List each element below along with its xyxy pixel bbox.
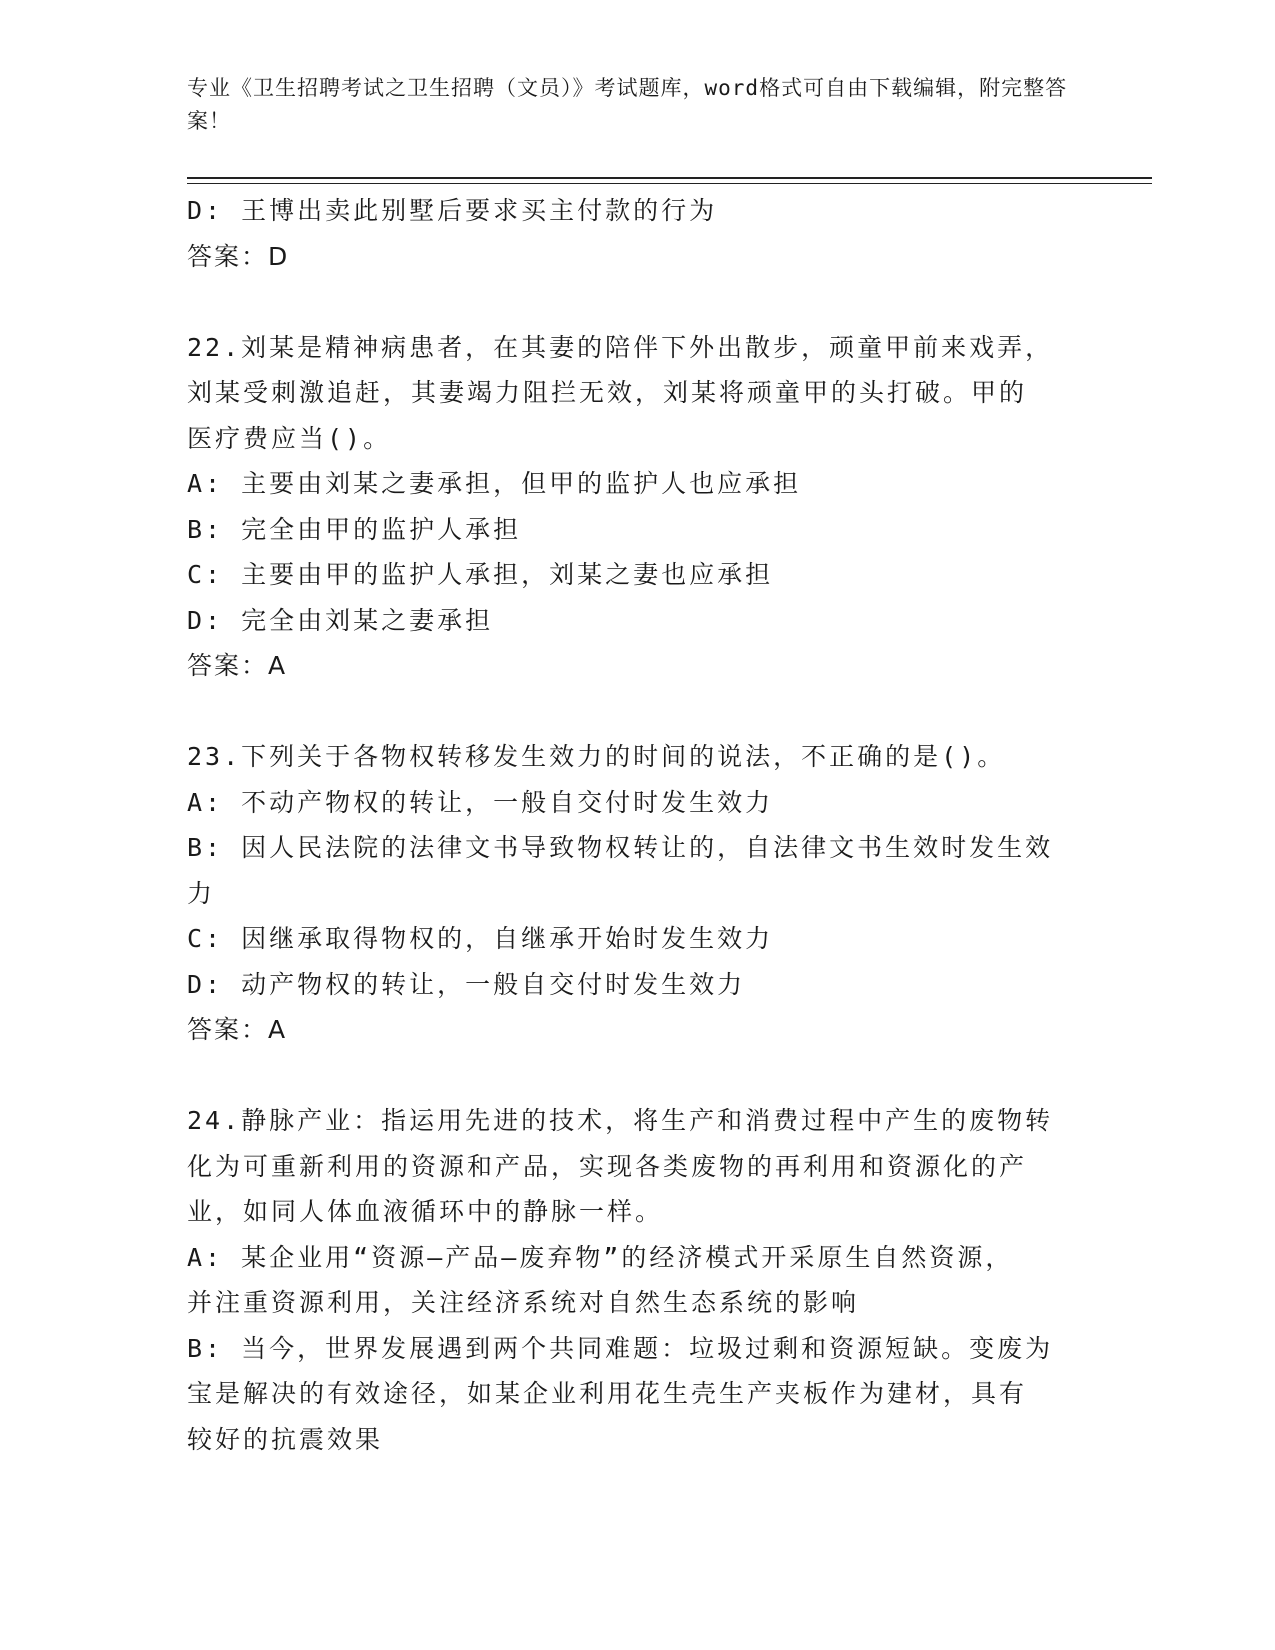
q22-option-d: D: 完全由刘某之妻承担 (187, 605, 494, 635)
q23-stem: 23.下列关于各物权转移发生效力的时间的说法，不正确的是()。 (187, 742, 1006, 771)
q23-option-d: D: 动产物权的转让，一般自交付时发生效力 (187, 969, 746, 999)
q22-stem-line: 刘某受刺激追赶，其妻竭力阻拦无效，刘某将顽童甲的头打破。甲的 (187, 378, 1028, 407)
q21-answer: 答案：D (187, 241, 290, 271)
header-divider-thin (187, 183, 1152, 184)
q23-option-c: C: 因继承取得物权的，自继承开始时发生效力 (187, 924, 774, 953)
q23-answer: 答案：A (187, 1015, 288, 1044)
q24-stem-line: 业，如同人体血液循环中的静脉一样。 (187, 1197, 664, 1226)
q21-option-d: D: 王博出卖此别墅后要求买主付款的行为 (187, 196, 718, 225)
q23-option-b: B: 因人民法院的法律文书导致物权转让的，自法律文书生效时发生效 (187, 833, 1054, 862)
spacer (187, 689, 1087, 735)
spacer (187, 1053, 1087, 1099)
q22-stem-line: 22.刘某是精神病患者，在其妻的陪伴下外出散步，顽童甲前来戏弄， (187, 332, 1054, 362)
q24-option-b-continued: 宝是解决的有效途径，如某企业利用花生壳生产夹板作为建材，具有 (187, 1379, 1028, 1408)
q22-option-c: C: 主要由甲的监护人承担，刘某之妻也应承担 (187, 560, 774, 589)
q24-option-a-continued: 并注重资源利用，关注经济系统对自然生态系统的影响 (187, 1288, 860, 1317)
q24-stem-line: 化为可重新利用的资源和产品，实现各类废物的再利用和资源化的产 (187, 1151, 1028, 1181)
header-divider-thick (187, 177, 1152, 179)
q23-option-a: A: 不动产物权的转让，一般自交付时发生效力 (187, 787, 774, 817)
spacer (187, 279, 1087, 325)
q22-option-b: B: 完全由甲的监护人承担 (187, 514, 522, 544)
q23-option-b-continued: 力 (187, 878, 216, 908)
q22-option-a: A: 主要由刘某之妻承担，但甲的监护人也应承担 (187, 469, 802, 498)
q24-option-b: B: 当今，世界发展遇到两个共同难题：垃圾过剩和资源短缺。变废为 (187, 1333, 1054, 1363)
q24-stem-line: 24.静脉产业：指运用先进的技术，将生产和消费过程中产生的废物转 (187, 1106, 1054, 1135)
q22-stem-line: 医疗费应当()。 (187, 423, 392, 453)
q24-option-b-continued: 较好的抗震效果 (187, 1424, 384, 1454)
q24-option-a: A: 某企业用“资源—产品—废弃物”的经济模式开采原生自然资源， (187, 1242, 1014, 1272)
question-content (187, 188, 1087, 1462)
document-header: 专业《卫生招聘考试之卫生招聘（文员）》考试题库，word格式可自由下载编辑，附完整答案！ (187, 76, 1068, 133)
q22-answer: 答案：A (187, 651, 288, 680)
